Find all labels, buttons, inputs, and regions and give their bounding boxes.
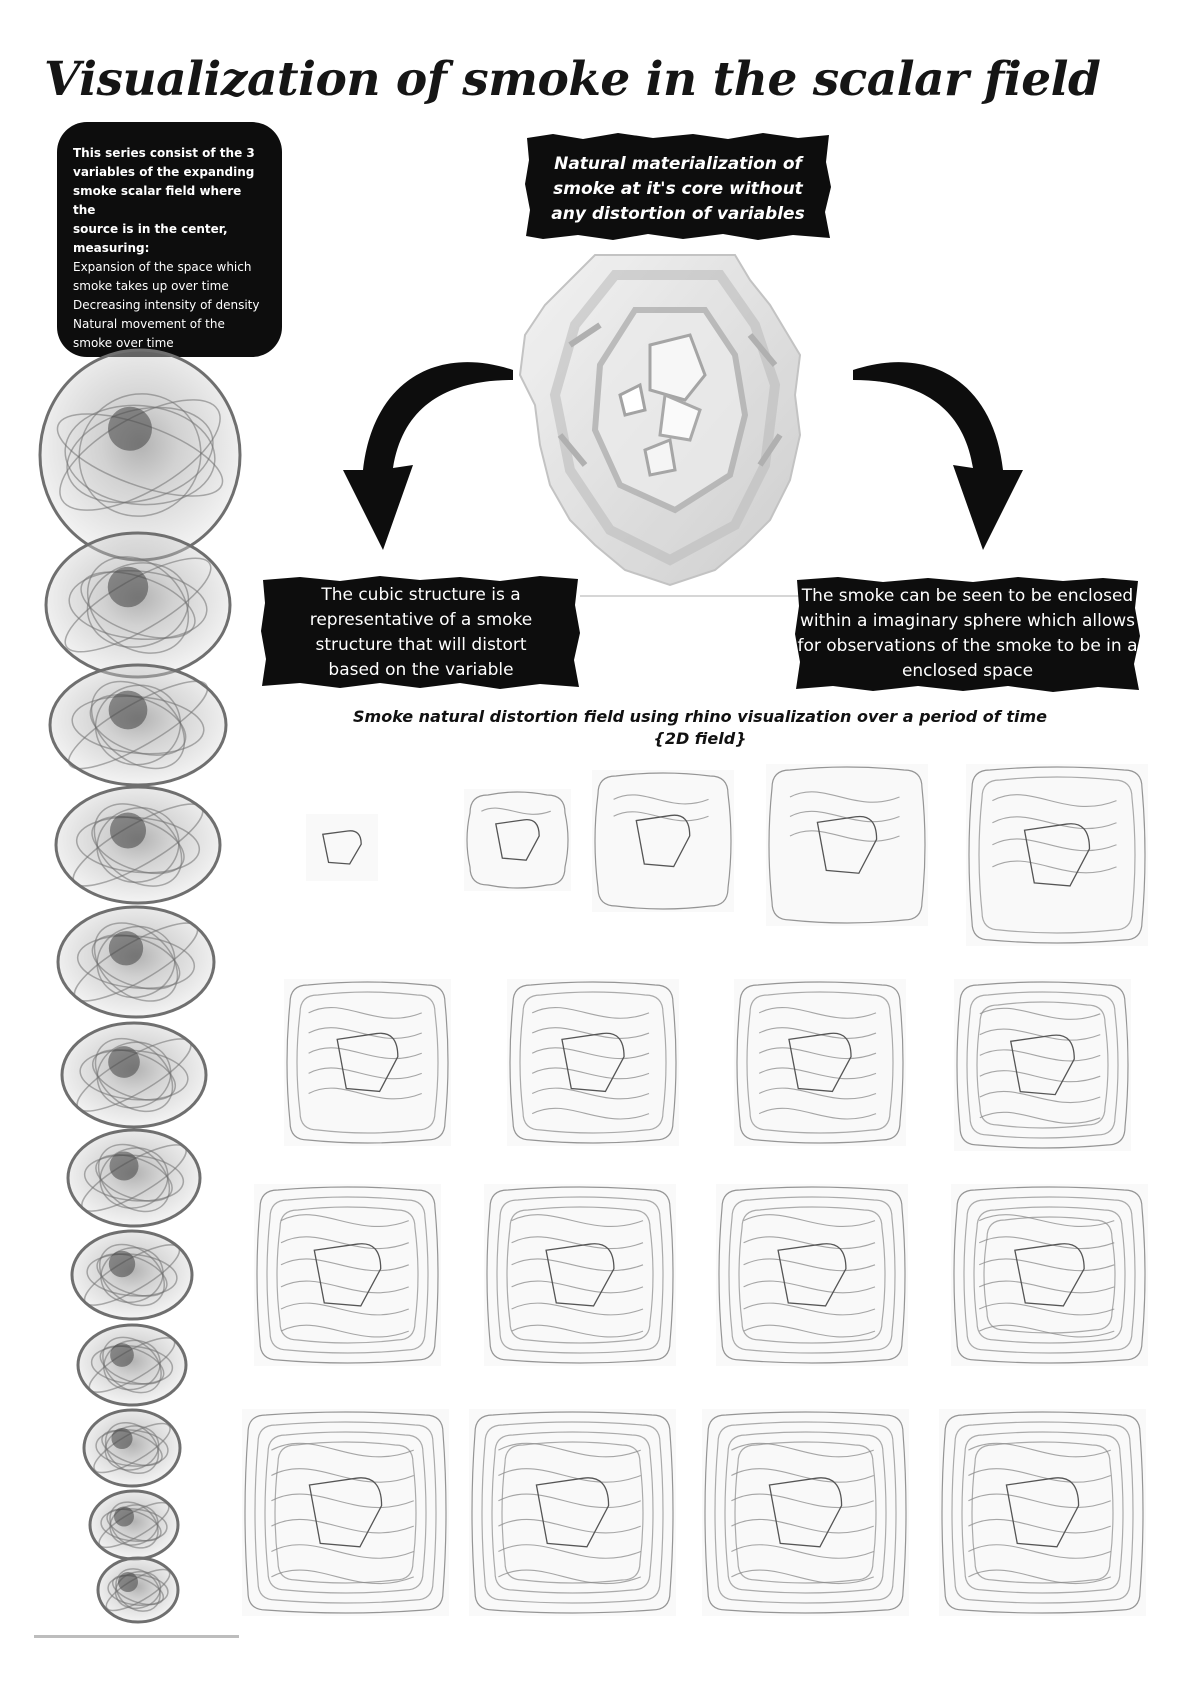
field-frame [464, 789, 571, 891]
field-frame [716, 1184, 908, 1366]
intro-lead-line: smoke scalar field where the [73, 184, 242, 217]
cubic-note-line: based on the variable [328, 660, 514, 680]
field-frame [734, 979, 906, 1146]
field-frame [592, 770, 734, 912]
intro-item: smoke takes up over time [73, 279, 229, 293]
field-frame [469, 1409, 676, 1616]
cubic-note-line: structure that will distort [315, 635, 527, 655]
core-note-line: any distortion of variables [551, 204, 805, 224]
sphere-note-line: for observations of the smoke to be in a [797, 636, 1138, 656]
intro-item: Expansion of the space which [73, 260, 252, 274]
field-frame [954, 979, 1131, 1151]
field-frame [939, 1409, 1146, 1616]
field-caption-line: Smoke natural distortion field using rhino visualization over a period of time [353, 707, 1047, 726]
intro-lead-line: measuring: [73, 241, 150, 255]
intro-lead-line: variables of the expanding [73, 165, 255, 179]
cubic-note-line: The cubic structure is a [321, 585, 521, 605]
core-note-line: smoke at it's core without [553, 179, 803, 199]
core-note-line: Natural materialization of [554, 154, 802, 174]
page-title: Visualization of smoke in the scalar field [44, 52, 1101, 107]
intro-lead-line: This series consist of the 3 [73, 146, 255, 160]
field-frame [306, 814, 378, 881]
field-frame [766, 764, 928, 926]
intro-item: Natural movement of the [73, 317, 225, 331]
cubic-note-line: representative of a smoke [309, 610, 533, 630]
intro-lead-line: source is in the center, [73, 222, 228, 236]
field-frame [242, 1409, 449, 1616]
field-frame [966, 764, 1148, 946]
sphere-note-line: within a imaginary sphere which allows [800, 611, 1135, 631]
field-frame [951, 1184, 1148, 1366]
sphere-note-line: enclosed space [901, 661, 1034, 681]
field-frame [254, 1184, 441, 1366]
field-frame [484, 1184, 676, 1366]
sphere-note-line: The smoke can be seen to be enclosed [801, 586, 1134, 606]
field-caption-line: {2D field} [653, 729, 747, 748]
intro-item: Decreasing intensity of density [73, 298, 260, 312]
intro-item: smoke over time [73, 336, 174, 350]
field-frame [507, 979, 679, 1146]
field-frame [702, 1409, 909, 1616]
field-frame [284, 979, 451, 1146]
